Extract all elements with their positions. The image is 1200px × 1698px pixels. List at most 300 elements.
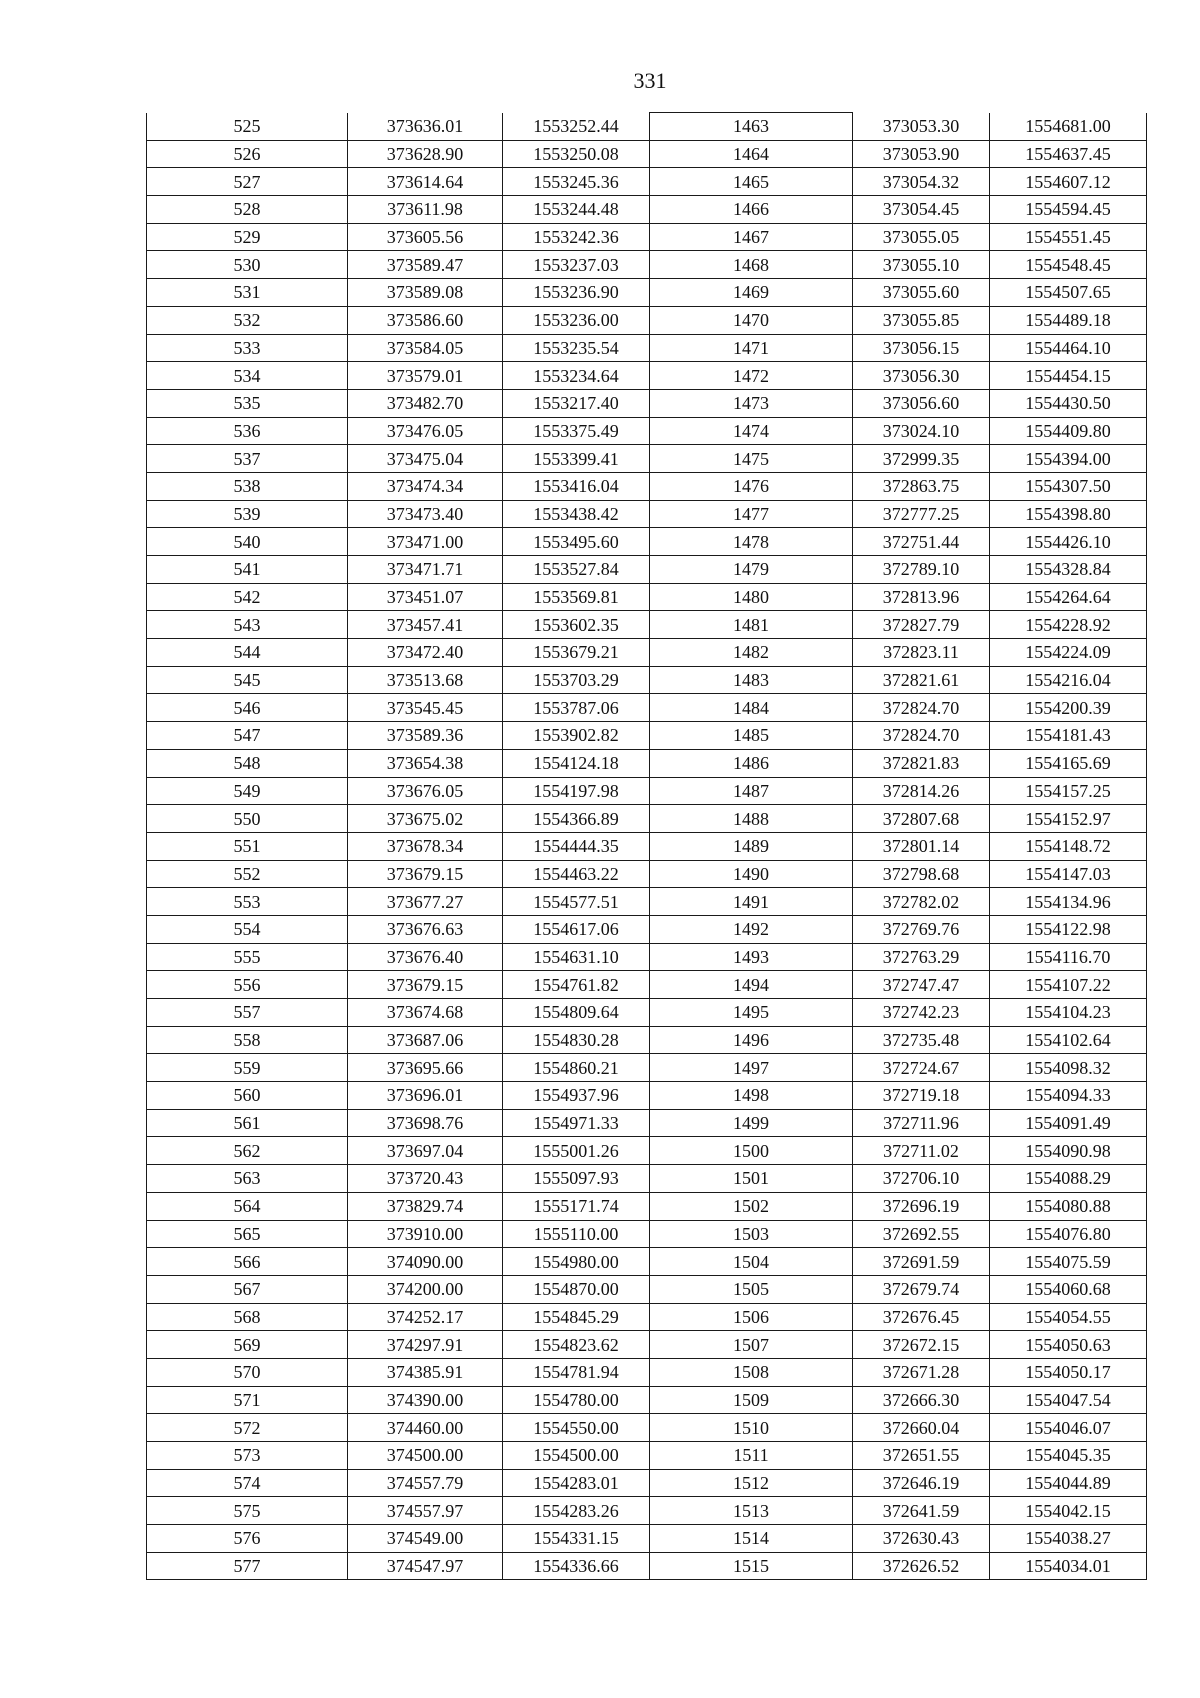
x-coordinate-right-cell: 372641.59 (853, 1497, 990, 1525)
x-coordinate-left-cell: 373605.56 (348, 223, 503, 251)
table-row (147, 860, 1147, 888)
point-number-left-cell: 527 (147, 168, 348, 196)
y-coordinate-right-cell: 1554594.45 (990, 196, 1147, 224)
table-row (147, 113, 1147, 141)
point-number-left-cell: 545 (147, 666, 348, 694)
x-coordinate-right-cell: 373024.10 (853, 417, 990, 445)
y-coordinate-right-cell: 1554102.64 (990, 1026, 1147, 1054)
y-coordinate-right-cell: 1554060.68 (990, 1275, 1147, 1303)
point-number-left-cell: 547 (147, 722, 348, 750)
point-number-left-cell: 533 (147, 334, 348, 362)
y-coordinate-right-cell: 1554157.25 (990, 777, 1147, 805)
y-coordinate-left-cell: 1553245.36 (503, 168, 650, 196)
x-coordinate-right-cell: 372660.04 (853, 1414, 990, 1442)
x-coordinate-right-cell: 372824.70 (853, 722, 990, 750)
point-number-right-cell: 1505 (650, 1275, 853, 1303)
point-number-right-cell: 1483 (650, 666, 853, 694)
coordinates-table-body (147, 113, 1147, 1580)
x-coordinate-right-cell: 372724.67 (853, 1054, 990, 1082)
y-coordinate-left-cell: 1553217.40 (503, 389, 650, 417)
x-coordinate-left-cell: 373614.64 (348, 168, 503, 196)
x-coordinate-left-cell: 373475.04 (348, 445, 503, 473)
y-coordinate-left-cell: 1554823.62 (503, 1331, 650, 1359)
point-number-right-cell: 1492 (650, 915, 853, 943)
y-coordinate-right-cell: 1554050.17 (990, 1358, 1147, 1386)
point-number-right-cell: 1490 (650, 860, 853, 888)
table-row (147, 168, 1147, 196)
point-number-left-cell: 526 (147, 140, 348, 168)
point-number-left-cell: 572 (147, 1414, 348, 1442)
table-row (147, 832, 1147, 860)
point-number-right-cell: 1498 (650, 1082, 853, 1110)
y-coordinate-left-cell: 1554870.00 (503, 1275, 650, 1303)
table-row (147, 611, 1147, 639)
table-row (147, 528, 1147, 556)
x-coordinate-left-cell: 373679.15 (348, 971, 503, 999)
x-coordinate-right-cell: 372782.02 (853, 888, 990, 916)
point-number-right-cell: 1510 (650, 1414, 853, 1442)
y-coordinate-right-cell: 1554054.55 (990, 1303, 1147, 1331)
x-coordinate-right-cell: 372735.48 (853, 1026, 990, 1054)
y-coordinate-left-cell: 1553399.41 (503, 445, 650, 473)
x-coordinate-left-cell: 373675.02 (348, 805, 503, 833)
table-row (147, 1497, 1147, 1525)
y-coordinate-right-cell: 1554181.43 (990, 722, 1147, 750)
y-coordinate-left-cell: 1554331.15 (503, 1525, 650, 1553)
table-row (147, 777, 1147, 805)
point-number-right-cell: 1507 (650, 1331, 853, 1359)
table-row (147, 1220, 1147, 1248)
x-coordinate-left-cell: 373611.98 (348, 196, 503, 224)
y-coordinate-left-cell: 1554283.01 (503, 1469, 650, 1497)
y-coordinate-right-cell: 1554328.84 (990, 556, 1147, 584)
y-coordinate-right-cell: 1554200.39 (990, 694, 1147, 722)
y-coordinate-right-cell: 1554044.89 (990, 1469, 1147, 1497)
table-row (147, 666, 1147, 694)
y-coordinate-right-cell: 1554047.54 (990, 1386, 1147, 1414)
y-coordinate-right-cell: 1554091.49 (990, 1109, 1147, 1137)
point-number-right-cell: 1506 (650, 1303, 853, 1331)
y-coordinate-right-cell: 1554042.15 (990, 1497, 1147, 1525)
table-row (147, 1054, 1147, 1082)
y-coordinate-left-cell: 1554780.00 (503, 1386, 650, 1414)
point-number-left-cell: 556 (147, 971, 348, 999)
y-coordinate-left-cell: 1554124.18 (503, 749, 650, 777)
point-number-right-cell: 1471 (650, 334, 853, 362)
table-row (147, 556, 1147, 584)
point-number-left-cell: 548 (147, 749, 348, 777)
x-coordinate-right-cell: 373053.90 (853, 140, 990, 168)
point-number-left-cell: 558 (147, 1026, 348, 1054)
x-coordinate-right-cell: 372824.70 (853, 694, 990, 722)
x-coordinate-right-cell: 373054.45 (853, 196, 990, 224)
point-number-left-cell: 575 (147, 1497, 348, 1525)
y-coordinate-left-cell: 1554980.00 (503, 1248, 650, 1276)
point-number-right-cell: 1500 (650, 1137, 853, 1165)
point-number-left-cell: 574 (147, 1469, 348, 1497)
table-row (147, 334, 1147, 362)
point-number-right-cell: 1509 (650, 1386, 853, 1414)
table-row (147, 749, 1147, 777)
y-coordinate-left-cell: 1554761.82 (503, 971, 650, 999)
x-coordinate-left-cell: 373482.70 (348, 389, 503, 417)
x-coordinate-left-cell: 373678.34 (348, 832, 503, 860)
y-coordinate-left-cell: 1554366.89 (503, 805, 650, 833)
table-row (147, 1386, 1147, 1414)
x-coordinate-right-cell: 372827.79 (853, 611, 990, 639)
table-row (147, 362, 1147, 390)
y-coordinate-right-cell: 1554034.01 (990, 1552, 1147, 1580)
point-number-left-cell: 571 (147, 1386, 348, 1414)
point-number-left-cell: 557 (147, 999, 348, 1027)
point-number-left-cell: 549 (147, 777, 348, 805)
table-row (147, 1137, 1147, 1165)
table-row (147, 1525, 1147, 1553)
y-coordinate-left-cell: 1554463.22 (503, 860, 650, 888)
x-coordinate-right-cell: 372999.35 (853, 445, 990, 473)
point-number-right-cell: 1475 (650, 445, 853, 473)
point-number-right-cell: 1499 (650, 1109, 853, 1137)
table-row (147, 140, 1147, 168)
y-coordinate-left-cell: 1553252.44 (503, 113, 650, 141)
point-number-right-cell: 1478 (650, 528, 853, 556)
x-coordinate-right-cell: 372646.19 (853, 1469, 990, 1497)
y-coordinate-right-cell: 1554076.80 (990, 1220, 1147, 1248)
y-coordinate-left-cell: 1553703.29 (503, 666, 650, 694)
y-coordinate-left-cell: 1554577.51 (503, 888, 650, 916)
x-coordinate-left-cell: 373451.07 (348, 583, 503, 611)
y-coordinate-right-cell: 1554489.18 (990, 306, 1147, 334)
y-coordinate-right-cell: 1554104.23 (990, 999, 1147, 1027)
point-number-right-cell: 1504 (650, 1248, 853, 1276)
table-row (147, 500, 1147, 528)
y-coordinate-left-cell: 1554830.28 (503, 1026, 650, 1054)
point-number-right-cell: 1488 (650, 805, 853, 833)
y-coordinate-left-cell: 1554336.66 (503, 1552, 650, 1580)
y-coordinate-left-cell: 1553569.81 (503, 583, 650, 611)
y-coordinate-right-cell: 1554228.92 (990, 611, 1147, 639)
x-coordinate-left-cell: 373698.76 (348, 1109, 503, 1137)
point-number-left-cell: 573 (147, 1442, 348, 1470)
x-coordinate-left-cell: 373471.00 (348, 528, 503, 556)
point-number-right-cell: 1508 (650, 1358, 853, 1386)
table-row (147, 1248, 1147, 1276)
point-number-right-cell: 1473 (650, 389, 853, 417)
x-coordinate-right-cell: 372763.29 (853, 943, 990, 971)
x-coordinate-right-cell: 372821.61 (853, 666, 990, 694)
table-row (147, 999, 1147, 1027)
x-coordinate-right-cell: 372651.55 (853, 1442, 990, 1470)
table-row (147, 1026, 1147, 1054)
x-coordinate-right-cell: 372692.55 (853, 1220, 990, 1248)
table-row (147, 1414, 1147, 1442)
x-coordinate-left-cell: 373636.01 (348, 113, 503, 141)
x-coordinate-left-cell: 373473.40 (348, 500, 503, 528)
x-coordinate-left-cell: 373628.90 (348, 140, 503, 168)
table-row (147, 583, 1147, 611)
point-number-left-cell: 565 (147, 1220, 348, 1248)
y-coordinate-right-cell: 1554607.12 (990, 168, 1147, 196)
point-number-right-cell: 1476 (650, 472, 853, 500)
x-coordinate-left-cell: 374200.00 (348, 1275, 503, 1303)
x-coordinate-left-cell: 373457.41 (348, 611, 503, 639)
y-coordinate-left-cell: 1553527.84 (503, 556, 650, 584)
y-coordinate-right-cell: 1554165.69 (990, 749, 1147, 777)
point-number-left-cell: 535 (147, 389, 348, 417)
x-coordinate-right-cell: 372751.44 (853, 528, 990, 556)
point-number-left-cell: 530 (147, 251, 348, 279)
x-coordinate-left-cell: 373679.15 (348, 860, 503, 888)
x-coordinate-right-cell: 372821.83 (853, 749, 990, 777)
y-coordinate-right-cell: 1554681.00 (990, 113, 1147, 141)
y-coordinate-right-cell: 1554122.98 (990, 915, 1147, 943)
x-coordinate-right-cell: 372679.74 (853, 1275, 990, 1303)
table-row (147, 472, 1147, 500)
point-number-left-cell: 563 (147, 1165, 348, 1193)
x-coordinate-right-cell: 372807.68 (853, 805, 990, 833)
point-number-right-cell: 1502 (650, 1192, 853, 1220)
point-number-right-cell: 1466 (650, 196, 853, 224)
point-number-right-cell: 1513 (650, 1497, 853, 1525)
y-coordinate-left-cell: 1554809.64 (503, 999, 650, 1027)
y-coordinate-left-cell: 1553236.90 (503, 279, 650, 307)
y-coordinate-left-cell: 1553242.36 (503, 223, 650, 251)
point-number-left-cell: 569 (147, 1331, 348, 1359)
point-number-left-cell: 566 (147, 1248, 348, 1276)
point-number-left-cell: 561 (147, 1109, 348, 1137)
x-coordinate-left-cell: 374557.97 (348, 1497, 503, 1525)
y-coordinate-right-cell: 1554430.50 (990, 389, 1147, 417)
point-number-right-cell: 1515 (650, 1552, 853, 1580)
y-coordinate-right-cell: 1554038.27 (990, 1525, 1147, 1553)
y-coordinate-left-cell: 1554550.00 (503, 1414, 650, 1442)
x-coordinate-right-cell: 372789.10 (853, 556, 990, 584)
x-coordinate-left-cell: 373910.00 (348, 1220, 503, 1248)
point-number-right-cell: 1474 (650, 417, 853, 445)
x-coordinate-right-cell: 372777.25 (853, 500, 990, 528)
point-number-left-cell: 568 (147, 1303, 348, 1331)
table-row (147, 1275, 1147, 1303)
y-coordinate-right-cell: 1554088.29 (990, 1165, 1147, 1193)
y-coordinate-right-cell: 1554409.80 (990, 417, 1147, 445)
point-number-left-cell: 528 (147, 196, 348, 224)
x-coordinate-right-cell: 372813.96 (853, 583, 990, 611)
y-coordinate-left-cell: 1553375.49 (503, 417, 650, 445)
y-coordinate-right-cell: 1554551.45 (990, 223, 1147, 251)
x-coordinate-right-cell: 372814.26 (853, 777, 990, 805)
y-coordinate-right-cell: 1554398.80 (990, 500, 1147, 528)
point-number-right-cell: 1496 (650, 1026, 853, 1054)
table-row (147, 1358, 1147, 1386)
point-number-left-cell: 525 (147, 113, 348, 141)
x-coordinate-left-cell: 374557.79 (348, 1469, 503, 1497)
y-coordinate-left-cell: 1553235.54 (503, 334, 650, 362)
x-coordinate-right-cell: 372863.75 (853, 472, 990, 500)
x-coordinate-right-cell: 372798.68 (853, 860, 990, 888)
x-coordinate-left-cell: 374385.91 (348, 1358, 503, 1386)
x-coordinate-left-cell: 374090.00 (348, 1248, 503, 1276)
y-coordinate-right-cell: 1554216.04 (990, 666, 1147, 694)
point-number-right-cell: 1463 (650, 113, 853, 141)
y-coordinate-left-cell: 1553244.48 (503, 196, 650, 224)
x-coordinate-left-cell: 373829.74 (348, 1192, 503, 1220)
point-number-right-cell: 1514 (650, 1525, 853, 1553)
x-coordinate-right-cell: 372823.11 (853, 639, 990, 667)
x-coordinate-left-cell: 373695.66 (348, 1054, 503, 1082)
x-coordinate-left-cell: 373674.68 (348, 999, 503, 1027)
point-number-left-cell: 559 (147, 1054, 348, 1082)
table-row (147, 1109, 1147, 1137)
y-coordinate-left-cell: 1554860.21 (503, 1054, 650, 1082)
y-coordinate-right-cell: 1554152.97 (990, 805, 1147, 833)
x-coordinate-left-cell: 374460.00 (348, 1414, 503, 1442)
y-coordinate-right-cell: 1554224.09 (990, 639, 1147, 667)
point-number-right-cell: 1497 (650, 1054, 853, 1082)
point-number-left-cell: 538 (147, 472, 348, 500)
x-coordinate-right-cell: 373056.15 (853, 334, 990, 362)
table-row (147, 971, 1147, 999)
point-number-left-cell: 543 (147, 611, 348, 639)
x-coordinate-left-cell: 373676.63 (348, 915, 503, 943)
y-coordinate-right-cell: 1554045.35 (990, 1442, 1147, 1470)
x-coordinate-right-cell: 372742.23 (853, 999, 990, 1027)
y-coordinate-left-cell: 1554845.29 (503, 1303, 650, 1331)
x-coordinate-right-cell: 372676.45 (853, 1303, 990, 1331)
y-coordinate-right-cell: 1554264.64 (990, 583, 1147, 611)
point-number-right-cell: 1467 (650, 223, 853, 251)
point-number-right-cell: 1501 (650, 1165, 853, 1193)
x-coordinate-left-cell: 374549.00 (348, 1525, 503, 1553)
point-number-left-cell: 550 (147, 805, 348, 833)
point-number-left-cell: 564 (147, 1192, 348, 1220)
x-coordinate-right-cell: 372801.14 (853, 832, 990, 860)
point-number-left-cell: 540 (147, 528, 348, 556)
y-coordinate-left-cell: 1553679.21 (503, 639, 650, 667)
y-coordinate-right-cell: 1554116.70 (990, 943, 1147, 971)
y-coordinate-right-cell: 1554507.65 (990, 279, 1147, 307)
table-row (147, 1552, 1147, 1580)
x-coordinate-left-cell: 373545.45 (348, 694, 503, 722)
y-coordinate-left-cell: 1554283.26 (503, 1497, 650, 1525)
table-row (147, 306, 1147, 334)
y-coordinate-left-cell: 1554444.35 (503, 832, 650, 860)
table-row (147, 805, 1147, 833)
point-number-left-cell: 570 (147, 1358, 348, 1386)
point-number-left-cell: 567 (147, 1275, 348, 1303)
x-coordinate-left-cell: 373676.05 (348, 777, 503, 805)
x-coordinate-left-cell: 373697.04 (348, 1137, 503, 1165)
x-coordinate-right-cell: 372696.19 (853, 1192, 990, 1220)
point-number-right-cell: 1486 (650, 749, 853, 777)
point-number-left-cell: 552 (147, 860, 348, 888)
point-number-right-cell: 1481 (650, 611, 853, 639)
y-coordinate-left-cell: 1555097.93 (503, 1165, 650, 1193)
y-coordinate-right-cell: 1554080.88 (990, 1192, 1147, 1220)
x-coordinate-left-cell: 373589.47 (348, 251, 503, 279)
x-coordinate-left-cell: 374390.00 (348, 1386, 503, 1414)
table-row (147, 1303, 1147, 1331)
table-row (147, 1082, 1147, 1110)
table-row (147, 1165, 1147, 1193)
point-number-left-cell: 531 (147, 279, 348, 307)
y-coordinate-left-cell: 1554500.00 (503, 1442, 650, 1470)
table-row (147, 389, 1147, 417)
table-row (147, 445, 1147, 473)
x-coordinate-left-cell: 373654.38 (348, 749, 503, 777)
point-number-right-cell: 1493 (650, 943, 853, 971)
x-coordinate-right-cell: 373055.85 (853, 306, 990, 334)
x-coordinate-right-cell: 372626.52 (853, 1552, 990, 1580)
point-number-left-cell: 577 (147, 1552, 348, 1580)
x-coordinate-right-cell: 372671.28 (853, 1358, 990, 1386)
table-row (147, 1442, 1147, 1470)
x-coordinate-left-cell: 373584.05 (348, 334, 503, 362)
table-row (147, 196, 1147, 224)
table-row (147, 1331, 1147, 1359)
table-row (147, 1469, 1147, 1497)
point-number-right-cell: 1470 (650, 306, 853, 334)
table-row (147, 279, 1147, 307)
x-coordinate-left-cell: 373579.01 (348, 362, 503, 390)
x-coordinate-left-cell: 374297.91 (348, 1331, 503, 1359)
point-number-left-cell: 554 (147, 915, 348, 943)
y-coordinate-left-cell: 1553438.42 (503, 500, 650, 528)
y-coordinate-right-cell: 1554464.10 (990, 334, 1147, 362)
y-coordinate-right-cell: 1554094.33 (990, 1082, 1147, 1110)
y-coordinate-left-cell: 1554781.94 (503, 1358, 650, 1386)
x-coordinate-right-cell: 373055.60 (853, 279, 990, 307)
table-row (147, 223, 1147, 251)
point-number-left-cell: 539 (147, 500, 348, 528)
point-number-right-cell: 1482 (650, 639, 853, 667)
point-number-left-cell: 553 (147, 888, 348, 916)
point-number-right-cell: 1491 (650, 888, 853, 916)
x-coordinate-right-cell: 373056.60 (853, 389, 990, 417)
page-number: 331 (633, 68, 667, 93)
y-coordinate-left-cell: 1555171.74 (503, 1192, 650, 1220)
x-coordinate-right-cell: 372706.10 (853, 1165, 990, 1193)
y-coordinate-left-cell: 1554971.33 (503, 1109, 650, 1137)
y-coordinate-right-cell: 1554046.07 (990, 1414, 1147, 1442)
point-number-right-cell: 1487 (650, 777, 853, 805)
point-number-left-cell: 562 (147, 1137, 348, 1165)
x-coordinate-left-cell: 373589.08 (348, 279, 503, 307)
point-number-left-cell: 544 (147, 639, 348, 667)
x-coordinate-left-cell: 373586.60 (348, 306, 503, 334)
point-number-right-cell: 1469 (650, 279, 853, 307)
x-coordinate-right-cell: 373056.30 (853, 362, 990, 390)
y-coordinate-right-cell: 1554107.22 (990, 971, 1147, 999)
y-coordinate-left-cell: 1554617.06 (503, 915, 650, 943)
table-row (147, 888, 1147, 916)
point-number-right-cell: 1511 (650, 1442, 853, 1470)
x-coordinate-right-cell: 372719.18 (853, 1082, 990, 1110)
x-coordinate-right-cell: 372711.02 (853, 1137, 990, 1165)
x-coordinate-right-cell: 372666.30 (853, 1386, 990, 1414)
x-coordinate-right-cell: 372691.59 (853, 1248, 990, 1276)
point-number-left-cell: 534 (147, 362, 348, 390)
point-number-left-cell: 542 (147, 583, 348, 611)
point-number-left-cell: 541 (147, 556, 348, 584)
y-coordinate-left-cell: 1553416.04 (503, 472, 650, 500)
y-coordinate-left-cell: 1554631.10 (503, 943, 650, 971)
x-coordinate-right-cell: 372711.96 (853, 1109, 990, 1137)
x-coordinate-right-cell: 373054.32 (853, 168, 990, 196)
y-coordinate-left-cell: 1553234.64 (503, 362, 650, 390)
point-number-right-cell: 1464 (650, 140, 853, 168)
x-coordinate-left-cell: 373513.68 (348, 666, 503, 694)
y-coordinate-left-cell: 1553250.08 (503, 140, 650, 168)
